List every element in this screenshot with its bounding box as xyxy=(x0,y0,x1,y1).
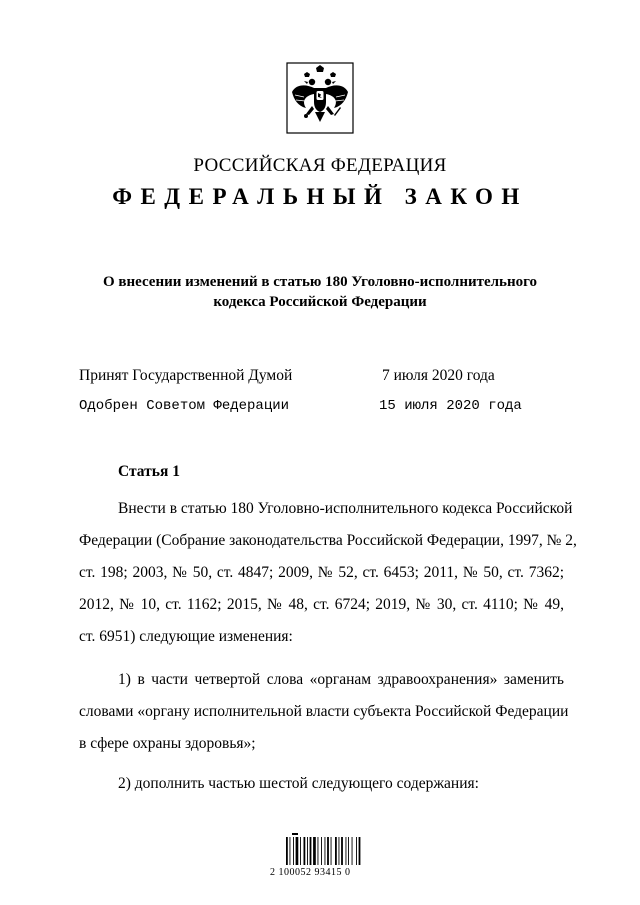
law-title-line: кодекса Российской Федерации xyxy=(213,294,427,310)
barcode-bar xyxy=(327,837,329,865)
paragraph-line: Федерации (Собрание законодательства Российской Федерации, 1997, № 2, xyxy=(79,532,577,549)
barcode-bar xyxy=(313,837,316,865)
barcode-bar xyxy=(307,837,308,865)
paragraph-line: словами «органу исполнительной власти субъекта Российской Федерации xyxy=(79,703,569,720)
paragraph-line: ст. 6951) следующие изменения: xyxy=(79,628,293,645)
barcode-top-mark xyxy=(292,833,298,835)
adopted-date: 7 июля 2020 года xyxy=(382,367,495,384)
paragraph-line: 2) дополнить частью шестой следующего содержания: xyxy=(118,775,479,792)
paragraph-line: ст. 198; 2003, № 50, ст. 4847; 2009, № 52, ст. 6453; 2011, № 50, ст. 7362; xyxy=(79,564,564,581)
barcode-number: 2 100052 93415 0 xyxy=(270,867,351,878)
paragraph-line: в сфере охраны здоровья»; xyxy=(79,735,256,752)
article-intro-paragraph xyxy=(79,499,577,659)
coat-of-arms-icon xyxy=(286,62,354,134)
barcode-bar xyxy=(335,837,337,865)
approved-date: 15 июля 2020 года xyxy=(379,398,522,414)
barcode-bar xyxy=(356,837,357,865)
barcode-bar xyxy=(310,837,312,865)
paragraph-line: Внести в статью 180 Уголовно-исполнительного кодекса Российской xyxy=(118,500,573,517)
law-title xyxy=(0,272,640,312)
paragraph-line: 2012, № 10, ст. 1162; 2015, № 48, ст. 6724; 2019, № 30, ст. 4110; № 49, xyxy=(79,596,564,613)
adopted-by-duma-label: Принят Государственной Думой xyxy=(79,367,293,384)
barcode-bar xyxy=(359,837,361,865)
barcode-bar xyxy=(331,837,332,865)
document-type-heading: ФЕДЕРАЛЬНЫЙ ЗАКОН xyxy=(112,184,528,209)
barcode-bar xyxy=(300,837,301,865)
paragraph-line: 1) в части четвертой слова «органам здравоохранения» заменить xyxy=(118,671,564,688)
law-title-line: О внесении изменений в статью 180 Уголовно-исполнительного xyxy=(102,274,538,290)
barcode-bar xyxy=(293,837,294,865)
barcode-bar xyxy=(318,837,319,865)
barcode-bar xyxy=(290,837,291,865)
barcode-bar xyxy=(321,837,322,865)
barcode-bar xyxy=(296,837,299,865)
barcode-bar xyxy=(341,837,343,865)
article-heading: Статья 1 xyxy=(118,463,180,480)
barcode-bar xyxy=(304,837,306,865)
barcode-bar xyxy=(325,837,326,865)
amendment-item-2 xyxy=(79,774,564,806)
barcode xyxy=(284,833,364,867)
approved-by-council-label: Одобрен Советом Федерации xyxy=(79,398,290,414)
country-heading: РОССИЙСКАЯ ФЕДЕРАЦИЯ xyxy=(193,155,447,176)
barcode-bar xyxy=(346,837,347,865)
barcode-bar xyxy=(286,837,288,865)
amendment-item-1 xyxy=(79,670,569,766)
barcode-bar xyxy=(352,837,353,865)
barcode-bar xyxy=(348,837,349,865)
barcode-bar xyxy=(339,837,340,865)
